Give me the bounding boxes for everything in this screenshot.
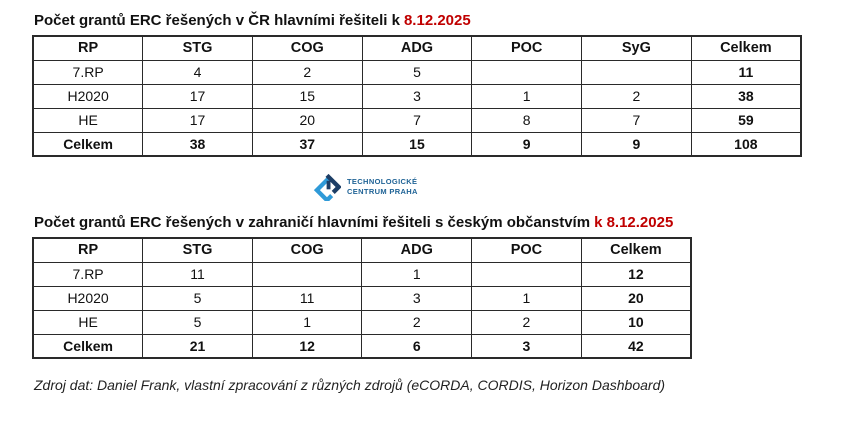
tc-praha-diamond-icon bbox=[313, 173, 341, 201]
column-header-syg: SyG bbox=[582, 36, 692, 60]
table-cell: 7 bbox=[582, 108, 692, 132]
table-cell: 1 bbox=[472, 84, 582, 108]
table-cell: 37 bbox=[252, 132, 362, 156]
table-row bbox=[33, 60, 801, 84]
table1-title-date: 8.12.2025 bbox=[403, 12, 471, 29]
table-cell: 38 bbox=[143, 132, 253, 156]
table2-title-text: Počet grantů ERC řešených v zahraničí hlavními řešiteli s českým občanstvím bbox=[34, 214, 591, 231]
table-cell: 12 bbox=[252, 334, 362, 358]
table-cell: H2020 bbox=[33, 84, 143, 108]
logo-line-1: TECHNOLOGICKÉ bbox=[347, 177, 418, 186]
table-cell: HE bbox=[33, 310, 143, 334]
header-row bbox=[33, 238, 691, 262]
table-cell: 1 bbox=[362, 262, 472, 286]
tc-praha-logo bbox=[313, 172, 866, 202]
table-cell: 12 bbox=[581, 262, 691, 286]
column-header-adg: ADG bbox=[362, 238, 472, 262]
table-cell: 42 bbox=[581, 334, 691, 358]
table-cell bbox=[252, 262, 362, 286]
column-header-adg: ADG bbox=[362, 36, 472, 60]
table-cell: 7.RP bbox=[33, 262, 143, 286]
table-cell: 5 bbox=[143, 286, 253, 310]
column-header-cog: COG bbox=[252, 238, 362, 262]
table-cell: 5 bbox=[362, 60, 472, 84]
column-header-poc: POC bbox=[472, 36, 582, 60]
table-cell: 2 bbox=[582, 84, 692, 108]
table-cell: 17 bbox=[143, 108, 253, 132]
table-cell: 6 bbox=[362, 334, 472, 358]
table-cell: 7 bbox=[362, 108, 472, 132]
table2-title-date: k 8.12.2025 bbox=[594, 214, 674, 231]
table-cell: 3 bbox=[472, 334, 582, 358]
table-cell: 3 bbox=[362, 286, 472, 310]
table-cell: 38 bbox=[691, 84, 801, 108]
table-cell: H2020 bbox=[33, 286, 143, 310]
column-header-stg: STG bbox=[143, 238, 253, 262]
table-cell: HE bbox=[33, 108, 143, 132]
table-row bbox=[33, 262, 691, 286]
column-header-rp: RP bbox=[33, 238, 143, 262]
table-cell: 2 bbox=[252, 60, 362, 84]
column-header-rp: RP bbox=[33, 36, 143, 60]
header-row bbox=[33, 36, 801, 60]
table-cell: 108 bbox=[691, 132, 801, 156]
table-cell: 10 bbox=[581, 310, 691, 334]
table-cell: 11 bbox=[691, 60, 801, 84]
table-row bbox=[33, 84, 801, 108]
logo-line-2: CENTRUM PRAHA bbox=[347, 187, 418, 196]
table-cell: 9 bbox=[582, 132, 692, 156]
table-cell: Celkem bbox=[33, 132, 143, 156]
table-cell: 21 bbox=[143, 334, 253, 358]
table-row bbox=[33, 286, 691, 310]
tc-praha-logo-text bbox=[347, 177, 418, 197]
table-row bbox=[33, 310, 691, 334]
table-cell: 11 bbox=[143, 262, 253, 286]
table-cell: 20 bbox=[581, 286, 691, 310]
table-cell: 17 bbox=[143, 84, 253, 108]
table-cell: 15 bbox=[252, 84, 362, 108]
table-row bbox=[33, 334, 691, 358]
column-header-poc: POC bbox=[472, 238, 582, 262]
table-cell: 7.RP bbox=[33, 60, 143, 84]
table-cell: 5 bbox=[143, 310, 253, 334]
grants-abroad-table bbox=[32, 237, 692, 359]
table-cell: 1 bbox=[472, 286, 582, 310]
grants-cr-table bbox=[32, 35, 802, 157]
table1-title-text: Počet grantů ERC řešených v ČR hlavními řešiteli k bbox=[34, 12, 400, 29]
table2-title bbox=[34, 214, 866, 231]
table-cell: 11 bbox=[252, 286, 362, 310]
table-row bbox=[33, 132, 801, 156]
table-cell: 20 bbox=[252, 108, 362, 132]
table-cell bbox=[472, 262, 582, 286]
table-cell: 2 bbox=[472, 310, 582, 334]
table-cell: 3 bbox=[362, 84, 472, 108]
table-row bbox=[33, 108, 801, 132]
table-cell: Celkem bbox=[33, 334, 143, 358]
table-cell: 15 bbox=[362, 132, 472, 156]
table-cell bbox=[472, 60, 582, 84]
table-cell: 8 bbox=[472, 108, 582, 132]
table-cell bbox=[582, 60, 692, 84]
source-note: Zdroj dat: Daniel Frank, vlastní zpracování z různých zdrojů (eCORDA, CORDIS, Horizon Dashboard) bbox=[34, 377, 666, 393]
table-cell: 1 bbox=[252, 310, 362, 334]
column-header-celkem: Celkem bbox=[581, 238, 691, 262]
table-cell: 4 bbox=[143, 60, 253, 84]
table-cell: 59 bbox=[691, 108, 801, 132]
column-header-celkem: Celkem bbox=[691, 36, 801, 60]
column-header-cog: COG bbox=[252, 36, 362, 60]
column-header-stg: STG bbox=[143, 36, 253, 60]
table-cell: 2 bbox=[362, 310, 472, 334]
table1-title bbox=[34, 12, 866, 29]
table-cell: 9 bbox=[472, 132, 582, 156]
